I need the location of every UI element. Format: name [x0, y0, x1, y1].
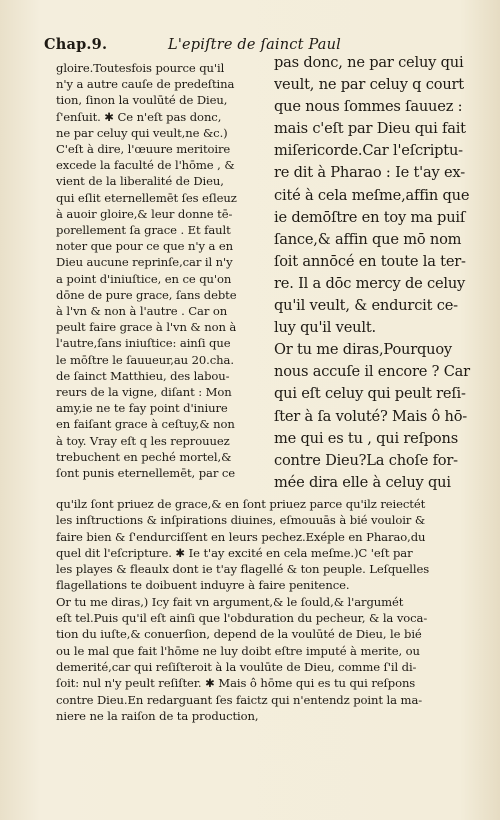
text-line: veult, ne par celuy q court: [274, 76, 464, 94]
text-line: ſance,& affin que mō nom: [274, 230, 462, 248]
text-line: gloire.Toutesfois pource qu'il: [56, 61, 225, 75]
text-line: tion, ſinon la voulūté de Dieu,: [56, 93, 228, 108]
text-line: qui eſt celuy qui peult reſi-: [274, 385, 466, 403]
text-line: de ſainct Matthieu, des labou-: [56, 368, 230, 383]
text-line: en faiſant grace à ceſtuy,& non: [56, 417, 235, 432]
text-line: les inſtructions & inſpirations diuines, eſmouuās à bié vouloir &: [56, 513, 426, 528]
text-line: ou le mal que fait l'hōme ne luy doibt eſtre imputé à merite, ou: [56, 643, 420, 658]
scripture-column-right: [274, 52, 480, 494]
text-line: peult faire grace à l'vn & non à: [56, 320, 237, 335]
text-line: à auoir gloire,& leur donne tē-: [56, 206, 233, 221]
text-line: miſericorde.Car l'eſcriptu-: [274, 142, 463, 160]
text-line: re dit à Pharao : Ie t'ay ex-: [274, 164, 465, 182]
text-line: luy qu'il veult.: [274, 319, 376, 337]
text-line: mée dira elle à celuy qui: [274, 473, 451, 491]
text-line: vient de la liberalité de Dieu,: [56, 174, 224, 189]
text-line: noter que pour ce que n'y a en: [56, 239, 234, 254]
text-line: qu'il veult, & endurcit ce-: [274, 297, 458, 315]
commentary-column-left: [56, 60, 268, 481]
text-line: C'eſt à dire, l'œuure meritoire: [56, 142, 231, 157]
text-line: flagellations te doibuent induyre à faire penitence.: [56, 578, 350, 593]
text-line: ſ'enſuit. ✱ Ce n'eſt pas donc,: [56, 109, 222, 124]
text-line: l'autre,ſans iniuſtice: ainſi que: [56, 336, 231, 351]
text-line: nous accuſe il encore ? Car: [274, 363, 470, 381]
text-line: porellement ſa grace . Et fault: [56, 223, 231, 238]
text-line: contre Dieu?La choſe for-: [274, 451, 458, 469]
commentary-bottom-block: [56, 496, 480, 724]
text-line: n'y a autre cauſe de predeſtina: [56, 77, 235, 92]
text-line: Or tu me diras,Pourquoy: [274, 341, 452, 359]
text-line: cité à cela meſme,affin que: [274, 186, 470, 204]
text-line: reurs de la vigne, diſant : Mon: [56, 385, 232, 400]
text-line: re. Il a dōc mercy de celuy: [274, 274, 466, 292]
running-title: L'epiſtre de ſainct Paul: [168, 37, 341, 53]
text-line: contre Dieu.En redarguant ſes faictz qui n'entendz point la ma-: [56, 692, 423, 707]
text-line: excede la faculté de l'hōme , &: [56, 158, 235, 173]
text-line: trebuchent en peché mortel,&: [56, 449, 232, 464]
text-line: faire bien & ſ'endurciſſent en leurs pechez.Exéple en Pharao,du: [56, 529, 426, 544]
text-line: dōne de pure grace, ſans debte: [56, 287, 237, 302]
text-line: amy,ie ne te fay point d'iniure: [56, 401, 228, 416]
text-line: quel dit l'eſcripture. ✱ Ie t'ay excité en cela meſme.)C 'eſt par: [56, 545, 413, 560]
text-line: ie demōſtre en toy ma puiſ: [274, 208, 466, 226]
text-line: le mōſtre le ſauueur,au 20.cha.: [56, 352, 234, 367]
text-line: ne par celuy qui veult,ne &c.): [56, 125, 228, 140]
text-line: qu'ilz ſont priuez de grace,& en ſont priuez parce qu'ilz reiectét: [56, 497, 426, 511]
text-line: à toy. Vray eſt q les reprouuez: [56, 433, 230, 448]
text-line: ſoit: nul n'y peult reſiſter. ✱ Mais ô hōme qui es tu qui reſpons: [56, 676, 416, 691]
text-line: a point d'iniuſtice, en ce qu'on: [56, 271, 232, 286]
text-line: eſt tel.Puis qu'il eſt ainſi que l'obduration du pecheur, & la voca-: [56, 611, 428, 626]
text-line: Or tu me diras,) Icy fait vn argument,& le ſould,& l'argumét: [56, 594, 404, 609]
text-line: tion du iuſte,& conuerſion, depend de la voulūté de Dieu, le bié: [56, 627, 422, 642]
text-line: pas donc, ne par celuy qui: [274, 54, 464, 71]
text-line: les playes & fleaulx dont ie t'ay flagellé & ton peuple. Leſquelles: [56, 562, 430, 577]
text-line: que nous ſommes ſauuez :: [274, 98, 463, 116]
text-line: me qui es tu , qui reſpons: [274, 429, 458, 447]
text-line: niere ne la raiſon de ta production,: [56, 708, 259, 723]
text-line: ſoit annōcé en toute la ter-: [274, 252, 466, 270]
text-line: ſont punis eternellemēt, par ce: [56, 466, 236, 481]
text-line: demerité,car qui reſiſteroit à la voulūte de Dieu, comme ſ'il di-: [56, 659, 417, 674]
text-line: qui eſlit eternellemēt ſes eſleuz: [56, 190, 237, 205]
text-line: ſter à ſa voluté? Mais ô hō-: [274, 407, 468, 425]
text-line: à l'vn & non à l'autre . Car on: [56, 304, 228, 319]
chapter-label: Chap.9.: [44, 36, 108, 53]
text-line: mais c'eſt par Dieu qui fait: [274, 120, 466, 138]
text-line: Dieu aucune reprinſe,car il n'y: [56, 255, 233, 270]
